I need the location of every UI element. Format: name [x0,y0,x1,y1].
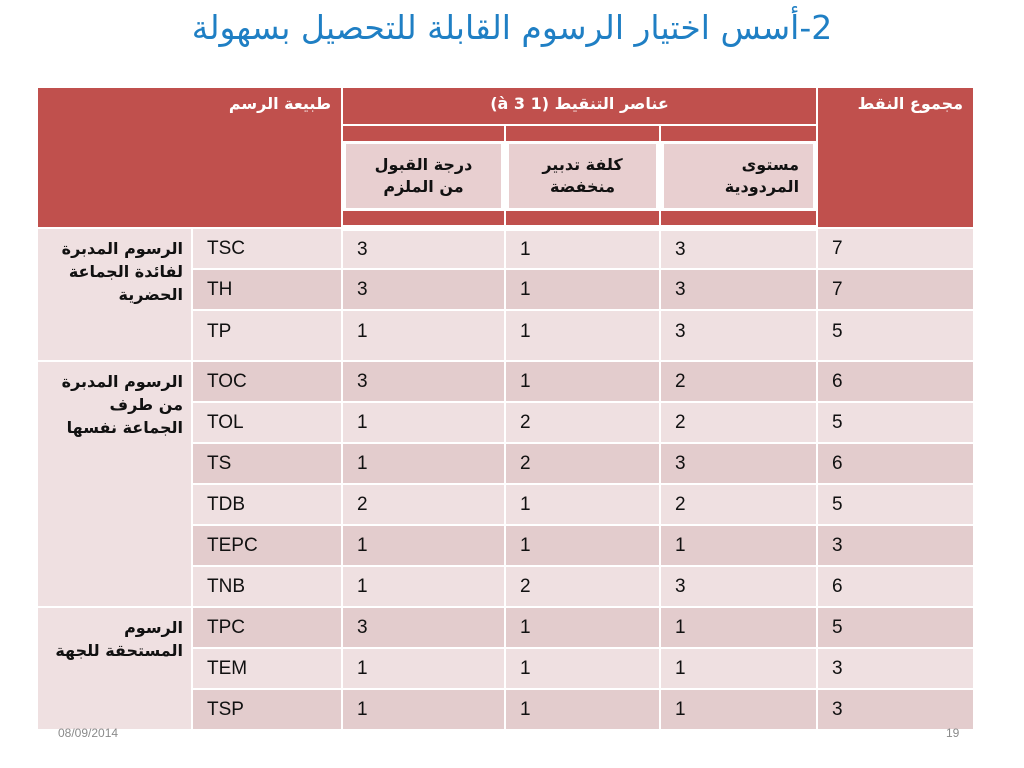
header-yield-cell [660,125,817,228]
fee-code: TS [192,443,342,484]
cost-score: 1 [505,484,660,525]
total-score: 5 [817,402,974,443]
header-yield: مستوى المردودية [661,141,816,211]
acceptance-score: 1 [342,566,505,607]
cost-score: 1 [505,228,660,269]
cost-score: 2 [505,443,660,484]
acceptance-score: 1 [342,402,505,443]
fee-code: TSC [192,228,342,269]
group-label: الرسوم المدبرة لفائدة الجماعة الحضرية [37,228,192,361]
acceptance-score: 1 [342,443,505,484]
group-label: الرسوم المستحقة للجهة [37,607,192,730]
slide-page-number: 19 [946,726,960,740]
total-score: 3 [817,648,974,689]
header-scoring-criteria: عناصر التنقيط (1 à 3) [342,87,817,125]
fee-code: TOL [192,402,342,443]
yield-score: 1 [660,689,817,730]
yield-score: 1 [660,648,817,689]
total-score: 5 [817,484,974,525]
fee-code: TNB [192,566,342,607]
header-acceptance: درجة القبول من الملزم [343,141,504,211]
yield-score: 1 [660,525,817,566]
cost-score: 1 [505,361,660,402]
yield-score: 2 [660,361,817,402]
header-low-cost: كلفة تدبير منخفضة [506,141,659,211]
acceptance-score: 3 [342,228,505,269]
yield-score: 1 [660,607,817,648]
header-acceptance-cell [342,125,505,228]
fee-code: TPC [192,607,342,648]
fee-code: TEPC [192,525,342,566]
slide-date: 08/09/2014 [58,726,119,740]
acceptance-score: 1 [342,648,505,689]
yield-score: 2 [660,484,817,525]
total-score: 5 [817,310,974,361]
slide-title: 2-أسس اختيار الرسوم القابلة للتحصيل بسهولة [191,8,833,47]
cost-score: 1 [505,525,660,566]
fee-code: TEM [192,648,342,689]
yield-score: 3 [660,310,817,361]
fee-code: TOC [192,361,342,402]
acceptance-score: 3 [342,361,505,402]
yield-score: 3 [660,269,817,310]
cost-score: 1 [505,607,660,648]
total-score: 3 [817,525,974,566]
total-score: 3 [817,689,974,730]
yield-score: 2 [660,402,817,443]
fee-code: TDB [192,484,342,525]
cost-score: 2 [505,402,660,443]
cost-score: 1 [505,689,660,730]
acceptance-score: 1 [342,525,505,566]
total-score: 7 [817,228,974,269]
cost-score: 2 [505,566,660,607]
acceptance-score: 3 [342,607,505,648]
table-row [37,228,974,269]
fee-code: TP [192,310,342,361]
yield-score: 3 [660,228,817,269]
total-score: 6 [817,443,974,484]
yield-score: 3 [660,443,817,484]
fee-code: TH [192,269,342,310]
total-score: 6 [817,361,974,402]
total-score: 7 [817,269,974,310]
header-low-cost-cell [505,125,660,228]
acceptance-score: 3 [342,269,505,310]
cost-score: 1 [505,310,660,361]
acceptance-score: 1 [342,310,505,361]
acceptance-score: 2 [342,484,505,525]
total-score: 5 [817,607,974,648]
header-fee-nature: طبيعة الرسم [37,87,342,228]
table-row [37,607,974,648]
header-total-points: مجموع النقط [817,87,974,228]
acceptance-score: 1 [342,689,505,730]
table-row [37,361,974,402]
total-score: 6 [817,566,974,607]
group-label: الرسوم المدبرة من طرف الجماعة نفسها [37,361,192,607]
yield-score: 3 [660,566,817,607]
cost-score: 1 [505,269,660,310]
fee-code: TSP [192,689,342,730]
fees-scoring-table [36,86,975,731]
cost-score: 1 [505,648,660,689]
